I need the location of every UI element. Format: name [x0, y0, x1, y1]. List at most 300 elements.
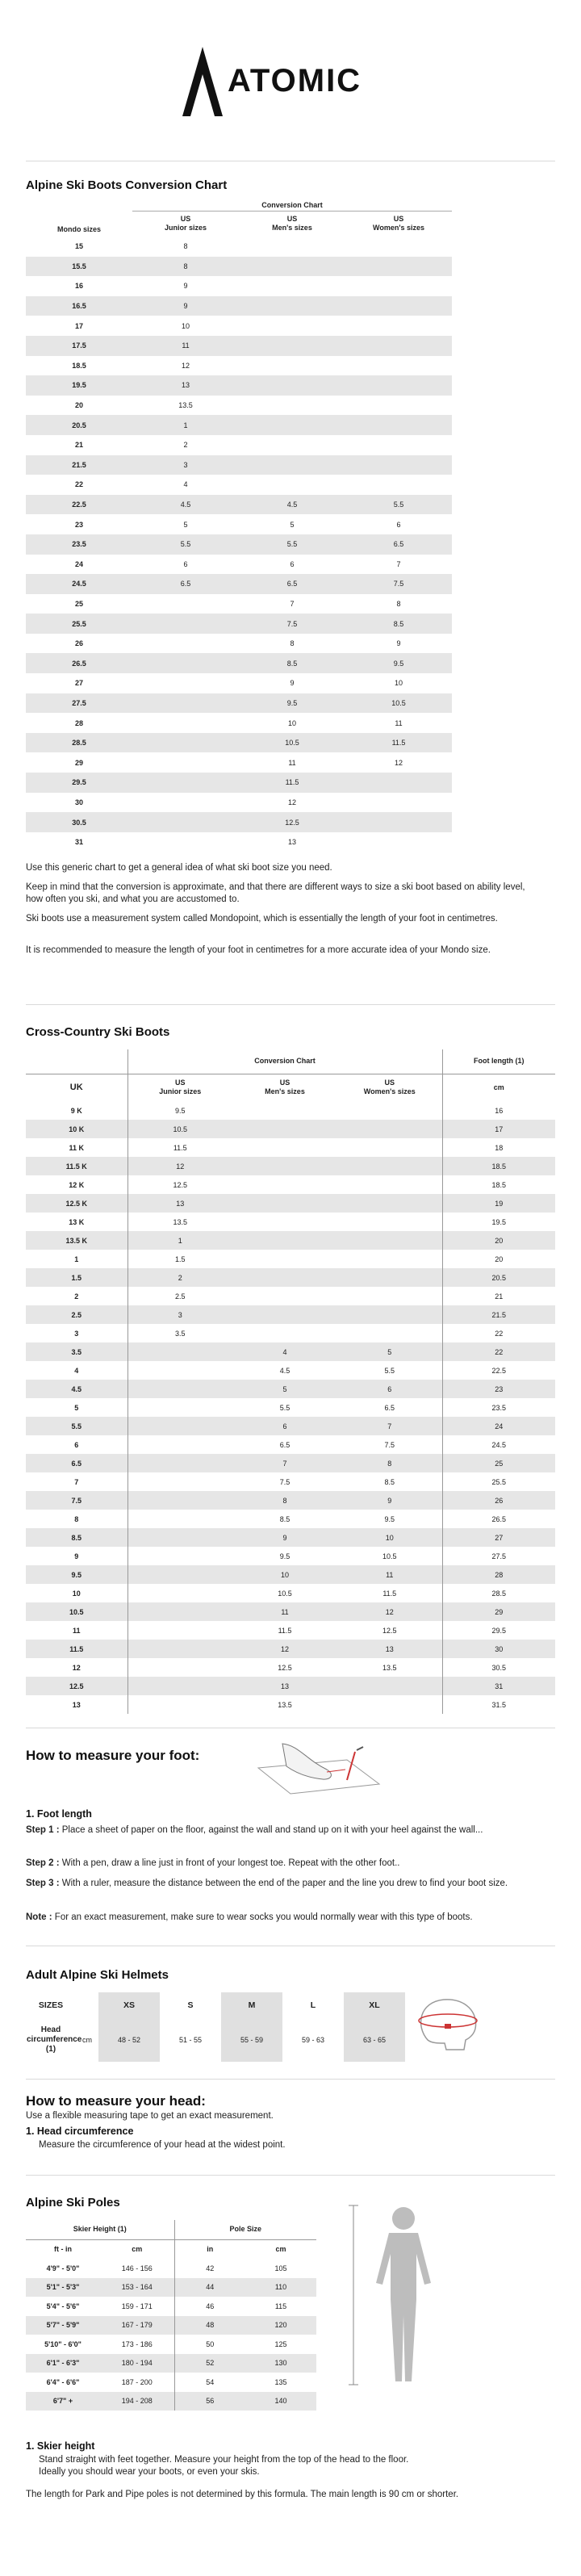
xc-boots-cell: 5.5 — [384, 1366, 395, 1375]
xc-boots-row — [26, 1417, 555, 1435]
xc-boots-cell: 30.5 — [442, 1658, 555, 1677]
xc-boots-cell — [127, 1621, 232, 1640]
alpine-boots-cell: 9 — [396, 639, 401, 648]
xc-boots-cell: 12 K — [69, 1180, 85, 1189]
alpine-boots-row — [26, 594, 452, 614]
alpine-boots-cell: 13 — [132, 375, 239, 396]
xc-boots-row — [26, 1528, 555, 1547]
xc-boots-cell — [127, 1658, 232, 1677]
poles-row — [26, 2335, 316, 2354]
alpine-boots-cell: 12 — [394, 758, 403, 767]
xc-boots-cell — [337, 1175, 442, 1194]
alpine-boots-row — [26, 237, 452, 257]
alpine-group-header: Conversion Chart — [132, 200, 452, 211]
xc-boots-cell: 2.5 — [26, 1305, 127, 1324]
alpine-boots-cell — [239, 356, 345, 376]
xc-boots-cell: 18 — [442, 1138, 555, 1157]
alpine-boots-cell — [345, 276, 452, 296]
xc-boots-cell — [127, 1547, 232, 1565]
poles-cell: 110 — [245, 2278, 316, 2297]
helmet-size-l: L — [310, 2000, 316, 2010]
xc-boots-cell — [337, 1324, 442, 1342]
xc-boots-cell — [232, 1101, 337, 1120]
alpine-boots-cell — [345, 812, 452, 832]
xc-boots-cell — [232, 1138, 337, 1157]
alpine-boots-cell — [132, 773, 239, 793]
poles-cell: 153 - 164 — [100, 2278, 174, 2297]
xc-boots-cell: 12.5 — [278, 1663, 292, 1672]
alpine-boots-row — [26, 773, 452, 793]
xc-boots-cell: 11 — [232, 1602, 337, 1621]
poles-cell: 105 — [274, 2264, 287, 2272]
poles-cell: 173 - 186 — [121, 2339, 153, 2348]
alpine-boots-cell — [345, 435, 452, 455]
xc-group-header: Conversion Chart — [127, 1049, 442, 1074]
alpine-boots-row — [26, 812, 452, 832]
alpine-boots-cell: 6 — [290, 559, 295, 568]
alpine-boots-cell — [132, 653, 239, 673]
foot-note: Note : For an exact measurement, make sure to wear socks you would normally wear with this type of boots. — [26, 1912, 473, 1922]
alpine-boots-cell: 17.5 — [26, 336, 132, 356]
xc-boots-cell: 9 K — [70, 1106, 82, 1115]
helmet-value-xl: 63 - 65 — [344, 2018, 405, 2062]
poles-cell: 56 — [174, 2392, 245, 2411]
alpine-boots-row — [26, 435, 452, 455]
xc-boots-cell: 10.5 — [127, 1120, 232, 1138]
alpine-boots-row — [26, 713, 452, 733]
alpine-boots-cell: 27 — [74, 679, 83, 688]
alpine-boots-cell: 7 — [396, 559, 401, 568]
xc-boots-cell: 13.5 — [382, 1663, 397, 1672]
alpine-boots-cell: 5.5 — [239, 534, 345, 555]
xc-boots-row — [26, 1547, 555, 1565]
alpine-boots-cell: 5 — [183, 520, 188, 529]
poles-cell: 50 — [174, 2335, 245, 2354]
xc-boots-cell: 24.5 — [442, 1435, 555, 1454]
helmet-size-xs: XS — [98, 1992, 160, 2018]
xc-boots-cell: 18.5 — [442, 1157, 555, 1175]
xc-boots-cell: 12.5 K — [26, 1194, 127, 1213]
xc-boots-cell: 20.5 — [442, 1268, 555, 1287]
xc-boots-cell — [232, 1213, 337, 1231]
xc-boots-cell: 11 — [72, 1626, 81, 1635]
poles-cell: 46 — [174, 2297, 245, 2316]
foot-step-3: Step 3 : With a ruler, measure the distance between the end of the paper and the line you drew to find your boot size. — [26, 1879, 508, 1888]
xc-boots-cell: 6.5 — [26, 1454, 127, 1472]
xc-boots-cell: 4 — [232, 1342, 337, 1361]
xc-boots-cell — [127, 1565, 232, 1584]
xc-boots-cell — [232, 1305, 337, 1324]
alpine-boots-cell — [345, 375, 452, 396]
alpine-boots-cell — [345, 832, 452, 852]
col-mondo: Mondo sizes — [56, 225, 101, 233]
skier-height-subtitle: 1. Skier height — [26, 2440, 95, 2452]
alpine-boots-row — [26, 336, 452, 356]
xc-boots-cell: 27.5 — [442, 1547, 555, 1565]
xc-boots-cell: 6 — [74, 1440, 79, 1449]
xc-boots-cell — [127, 1491, 232, 1510]
xc-boots-cell: 3.5 — [127, 1324, 232, 1342]
alpine-boots-cell: 9 — [132, 296, 239, 316]
xc-boots-cell — [337, 1231, 442, 1250]
xc-boots-cell: 11.5 — [382, 1589, 397, 1598]
xc-boots-row — [26, 1175, 555, 1194]
xc-boots-cell — [127, 1677, 232, 1695]
xc-boots-row — [26, 1454, 555, 1472]
helmets-title: Adult Alpine Ski Helmets — [26, 1968, 169, 1982]
xc-boots-cell — [232, 1231, 337, 1250]
poles-cell: 146 - 156 — [121, 2264, 153, 2272]
alpine-boots-cell — [132, 693, 239, 714]
head-measure-illustration-icon — [408, 1990, 488, 2055]
alpine-boots-cell — [345, 415, 452, 435]
xc-boots-cell: 21.5 — [442, 1305, 555, 1324]
xc-boots-cell: 13.5 — [278, 1700, 292, 1709]
alpine-boots-cell — [239, 296, 345, 316]
xc-boots-cell: 12 — [72, 1663, 81, 1672]
col-skier-height: Skier Height (1) — [26, 2220, 174, 2239]
xc-boots-row — [26, 1268, 555, 1287]
alpine-boots-row — [26, 555, 452, 575]
xc-boots-cell: 3 — [74, 1329, 79, 1338]
xc-boots-cell: 4.5 — [26, 1380, 127, 1398]
xc-boots-cell: 25 — [442, 1454, 555, 1472]
xc-boots-cell — [127, 1472, 232, 1491]
alpine-boots-cell: 31 — [74, 838, 83, 847]
poles-row — [26, 2373, 316, 2392]
alpine-boots-cell: 12 — [287, 798, 296, 806]
helmet-value-l: 59 - 63 — [301, 2036, 325, 2044]
xc-boots-cell: 31.5 — [442, 1695, 555, 1714]
alpine-boots-cell — [345, 336, 452, 356]
xc-boots-row — [26, 1677, 555, 1695]
skier-height-text-1: Stand straight with feet together. Measure your height from the top of the head to the floor. — [39, 2455, 409, 2465]
helmet-size-m: M — [221, 1992, 282, 2018]
alpine-boots-cell — [345, 475, 452, 495]
alpine-boots-row — [26, 733, 452, 753]
alpine-boots-cell: 28 — [74, 718, 83, 727]
poles-row — [26, 2278, 316, 2297]
xc-boots-cell: 8 — [74, 1514, 79, 1523]
poles-cell: 5'7" - 5'9" — [26, 2316, 100, 2335]
xc-boots-cell — [232, 1194, 337, 1213]
col-women: US Women's sizes — [363, 1079, 416, 1096]
xc-boots-cell: 1.5 — [127, 1250, 232, 1268]
alpine-boots-cell: 2 — [183, 441, 188, 450]
xc-boots-cell: 13 — [127, 1194, 232, 1213]
xc-boots-cell: 29 — [442, 1602, 555, 1621]
alpine-boots-cell: 9.5 — [239, 693, 345, 714]
alpine-boots-cell: 4 — [183, 480, 188, 489]
alpine-boots-cell: 9 — [183, 282, 188, 291]
xc-boots-cell: 12.5 — [127, 1175, 232, 1194]
alpine-boots-cell: 6.5 — [239, 574, 345, 594]
alpine-boots-cell: 28.5 — [26, 733, 132, 753]
divider — [26, 2175, 555, 2176]
poles-cell: 5'1" - 5'3" — [26, 2278, 100, 2297]
xc-boots-cell: 11.5 — [278, 1626, 292, 1635]
alpine-boots-cell: 25.5 — [26, 614, 132, 634]
helmet-value-xs: 48 - 52 — [98, 2018, 160, 2062]
divider — [26, 1004, 555, 1005]
xc-boots-cell — [127, 1380, 232, 1398]
xc-boots-cell: 7.5 — [384, 1440, 395, 1449]
alpine-boots-row — [26, 693, 452, 714]
alpine-boots-cell — [132, 673, 239, 693]
xc-boots-cell: 4.5 — [279, 1366, 290, 1375]
poles-cell: 159 - 171 — [121, 2302, 153, 2310]
helmet-sizes-label: SIZES — [38, 2000, 64, 2010]
helmet-row-label: Head circumference (1) — [27, 2025, 82, 2054]
alpine-boots-cell — [132, 713, 239, 733]
alpine-boots-cell: 19.5 — [26, 375, 132, 396]
xc-boots-cell — [232, 1324, 337, 1342]
xc-boots-cell — [337, 1213, 442, 1231]
alpine-boots-cell: 8 — [132, 257, 239, 277]
alpine-boots-cell: 20.5 — [26, 415, 132, 435]
xc-boots-cell: 31 — [442, 1677, 555, 1695]
alpine-boots-cell: 10.5 — [239, 733, 345, 753]
alpine-boots-cell — [239, 336, 345, 356]
xc-boots-cell: 12 — [232, 1640, 337, 1658]
alpine-boots-cell: 15.5 — [26, 257, 132, 277]
helmet-unit: cm — [82, 2036, 92, 2044]
xc-boots-cell: 11.5 — [127, 1138, 232, 1157]
alpine-boots-cell — [132, 832, 239, 852]
xc-boots-row — [26, 1584, 555, 1602]
alpine-boots-cell — [132, 812, 239, 832]
alpine-boots-cell: 25 — [74, 599, 83, 608]
alpine-boots-cell: 17 — [74, 321, 83, 330]
col-ft-in: ft - in — [54, 2244, 72, 2253]
alpine-boots-cell: 30 — [74, 798, 83, 806]
xc-boots-cell: 11 — [337, 1565, 442, 1584]
xc-boots-title: Cross-Country Ski Boots — [26, 1025, 170, 1039]
xc-boots-cell: 10 — [337, 1528, 442, 1547]
alpine-boots-cell: 18.5 — [72, 361, 86, 370]
xc-boots-cell: 7 — [74, 1477, 79, 1486]
xc-boots-cell: 17 — [442, 1120, 555, 1138]
xc-boots-cell: 13 — [337, 1640, 442, 1658]
xc-boots-cell: 19.5 — [442, 1213, 555, 1231]
xc-boots-row — [26, 1138, 555, 1157]
helmet-value-s: 51 - 55 — [178, 2036, 203, 2044]
col-women: US Women's sizes — [373, 215, 424, 232]
alpine-boots-row — [26, 475, 452, 495]
xc-boots-cell: 6.5 — [384, 1403, 395, 1412]
xc-boots-cell — [127, 1417, 232, 1435]
alpine-boots-cell — [132, 614, 239, 634]
poles-cell: 140 — [245, 2392, 316, 2411]
alpine-boots-cell: 3 — [132, 455, 239, 475]
alpine-boots-cell: 9.5 — [345, 653, 452, 673]
xc-boots-cell — [337, 1120, 442, 1138]
alpine-boots-cell: 1 — [132, 415, 239, 435]
xc-boots-row — [26, 1213, 555, 1231]
xc-boots-cell: 9.5 — [26, 1565, 127, 1584]
alpine-boots-cell: 11 — [395, 718, 403, 727]
poles-cell: 135 — [274, 2377, 287, 2386]
col-height-cm: cm — [132, 2244, 143, 2253]
alpine-boots-cell: 10 — [181, 321, 190, 330]
poles-cell: 194 - 208 — [100, 2392, 174, 2411]
alpine-boots-title: Alpine Ski Boots Conversion Chart — [26, 178, 228, 192]
alpine-boots-cell: 6.5 — [345, 534, 452, 555]
alpine-boots-cell: 30.5 — [26, 812, 132, 832]
alpine-boots-cell: 8 — [290, 639, 295, 648]
alpine-boots-cell — [345, 257, 452, 277]
poles-table — [26, 2220, 316, 2411]
col-men: US Men's sizes — [272, 215, 312, 232]
xc-boots-row — [26, 1640, 555, 1658]
alpine-boots-cell: 11 — [288, 758, 296, 767]
alpine-boots-cell: 26 — [74, 639, 83, 648]
xc-boots-cell: 9.5 — [127, 1101, 232, 1120]
poles-cell: 48 — [174, 2316, 245, 2335]
xc-boots-cell: 20 — [442, 1250, 555, 1268]
poles-cell: 5'10" - 6'0" — [44, 2339, 82, 2348]
xc-boots-cell — [337, 1250, 442, 1268]
alpine-boots-cell: 5.5 — [345, 495, 452, 515]
col-pole-cm: cm — [275, 2244, 286, 2253]
alpine-boots-cell — [239, 475, 345, 495]
xc-boots-row — [26, 1101, 555, 1120]
xc-boots-cell — [232, 1250, 337, 1268]
alpine-boots-cell: 24 — [74, 559, 83, 568]
alpine-boots-cell: 6.5 — [132, 574, 239, 594]
xc-boots-cell: 23 — [442, 1380, 555, 1398]
alpine-boots-cell: 5 — [290, 520, 295, 529]
xc-boots-cell: 22.5 — [442, 1361, 555, 1380]
poles-title: Alpine Ski Poles — [26, 2196, 120, 2209]
xc-boots-row — [26, 1194, 555, 1213]
xc-boots-row — [26, 1510, 555, 1528]
alpine-boots-cell: 26.5 — [26, 653, 132, 673]
xc-boots-cell: 10.5 — [278, 1589, 292, 1598]
alpine-boots-row — [26, 495, 452, 515]
skier-height-illustration-icon — [347, 2202, 460, 2388]
xc-boots-cell: 6 — [337, 1380, 442, 1398]
poles-cell: 180 - 194 — [100, 2354, 174, 2373]
xc-boots-row — [26, 1250, 555, 1268]
alpine-boots-cell: 5.5 — [132, 534, 239, 555]
alpine-boots-row — [26, 653, 452, 673]
xc-boots-cell — [127, 1584, 232, 1602]
xc-boots-cell: 1.5 — [26, 1268, 127, 1287]
xc-boots-cell: 13.5 K — [26, 1231, 127, 1250]
xc-boots-cell: 25.5 — [442, 1472, 555, 1491]
alpine-boots-cell: 29.5 — [26, 773, 132, 793]
xc-boots-cell — [337, 1677, 442, 1695]
poles-cell: 120 — [245, 2316, 316, 2335]
atomic-logo-icon — [182, 47, 223, 116]
xc-boots-cell: 5.5 — [26, 1417, 127, 1435]
xc-boots-cell: 12 — [337, 1602, 442, 1621]
xc-boots-cell: 11.5 K — [26, 1157, 127, 1175]
xc-boots-row — [26, 1491, 555, 1510]
xc-boots-cell: 9.5 — [384, 1514, 395, 1523]
xc-boots-cell: 7.5 — [279, 1477, 290, 1486]
divider — [26, 2079, 555, 2080]
alpine-note-1: Use this generic chart to get a general idea of what ski boot size you need. — [26, 863, 332, 873]
alpine-boots-cell: 21 — [74, 441, 83, 450]
alpine-boots-cell: 6 — [396, 520, 401, 529]
alpine-boots-cell — [345, 237, 452, 257]
alpine-boots-cell — [132, 793, 239, 813]
xc-boots-cell — [127, 1398, 232, 1417]
xc-boots-cell: 6.5 — [279, 1440, 290, 1449]
xc-boots-cell — [232, 1157, 337, 1175]
alpine-boots-cell: 13 — [287, 838, 296, 847]
poles-row — [26, 2392, 316, 2411]
alpine-boots-cell: 20 — [74, 401, 83, 410]
poles-row — [26, 2259, 316, 2278]
alpine-boots-row — [26, 276, 452, 296]
alpine-note-2: Keep in mind that the conversion is approximate, and that there are different ways to size a ski boot based on ability level, how often you ski, and what you are accustomed to. — [26, 882, 525, 904]
xc-boots-cell: 12.5 — [26, 1677, 127, 1695]
xc-boots-cell: 24 — [442, 1417, 555, 1435]
xc-boots-cell — [232, 1287, 337, 1305]
xc-boots-cell: 1 — [74, 1254, 79, 1263]
xc-boots-cell — [337, 1287, 442, 1305]
alpine-note-3: Ski boots use a measurement system called Mondopoint, which is essentially the length of your foot in centimetres. — [26, 914, 498, 924]
alpine-boots-cell: 10.5 — [345, 693, 452, 714]
alpine-boots-row — [26, 832, 452, 852]
xc-boots-cell: 7.5 — [26, 1491, 127, 1510]
xc-boots-row — [26, 1305, 555, 1324]
xc-boots-row — [26, 1380, 555, 1398]
xc-boots-cell: 8.5 — [384, 1477, 395, 1486]
alpine-boots-row — [26, 673, 452, 693]
head-circumference-text: Measure the circumference of your head at the widest point. — [39, 2140, 286, 2150]
alpine-boots-cell: 9 — [290, 679, 295, 688]
xc-boots-cell: 2.5 — [127, 1287, 232, 1305]
head-circumference-subtitle: 1. Head circumference — [26, 2126, 134, 2137]
poles-row — [26, 2316, 316, 2335]
xc-boots-row — [26, 1324, 555, 1342]
xc-boots-row — [26, 1435, 555, 1454]
xc-boots-cell: 10.5 — [26, 1602, 127, 1621]
xc-boots-cell: 8.5 — [279, 1514, 290, 1523]
alpine-boots-row — [26, 574, 452, 594]
xc-boots-cell: 30 — [442, 1640, 555, 1658]
xc-boots-cell — [337, 1194, 442, 1213]
alpine-boots-cell — [345, 316, 452, 336]
alpine-boots-cell: 4.5 — [132, 495, 239, 515]
alpine-boots-row — [26, 396, 452, 416]
xc-boots-cell: 5 — [74, 1403, 79, 1412]
alpine-boots-cell: 29 — [74, 758, 83, 767]
xc-boots-row — [26, 1621, 555, 1640]
xc-boots-cell — [127, 1342, 232, 1361]
xc-boots-cell: 7 — [232, 1454, 337, 1472]
head-measure-intro: Use a flexible measuring tape to get an exact measurement. — [26, 2111, 274, 2121]
xc-boots-cell: 28.5 — [442, 1584, 555, 1602]
alpine-boots-row — [26, 296, 452, 316]
alpine-boots-cell: 8.5 — [239, 653, 345, 673]
alpine-boots-cell — [132, 594, 239, 614]
alpine-note-4: It is recommended to measure the length of your foot in centimetres for a more accurate idea of your Mondo size. — [26, 945, 491, 955]
alpine-boots-cell — [239, 435, 345, 455]
poles-cell: 4'9" - 5'0" — [46, 2264, 80, 2272]
xc-boots-cell: 13 K — [69, 1217, 85, 1226]
xc-boots-cell: 11 K — [69, 1143, 84, 1152]
alpine-boots-cell: 16.5 — [26, 296, 132, 316]
alpine-boots-row — [26, 614, 452, 634]
xc-boots-table — [26, 1049, 555, 1714]
xc-boots-row — [26, 1602, 555, 1621]
alpine-boots-row — [26, 257, 452, 277]
